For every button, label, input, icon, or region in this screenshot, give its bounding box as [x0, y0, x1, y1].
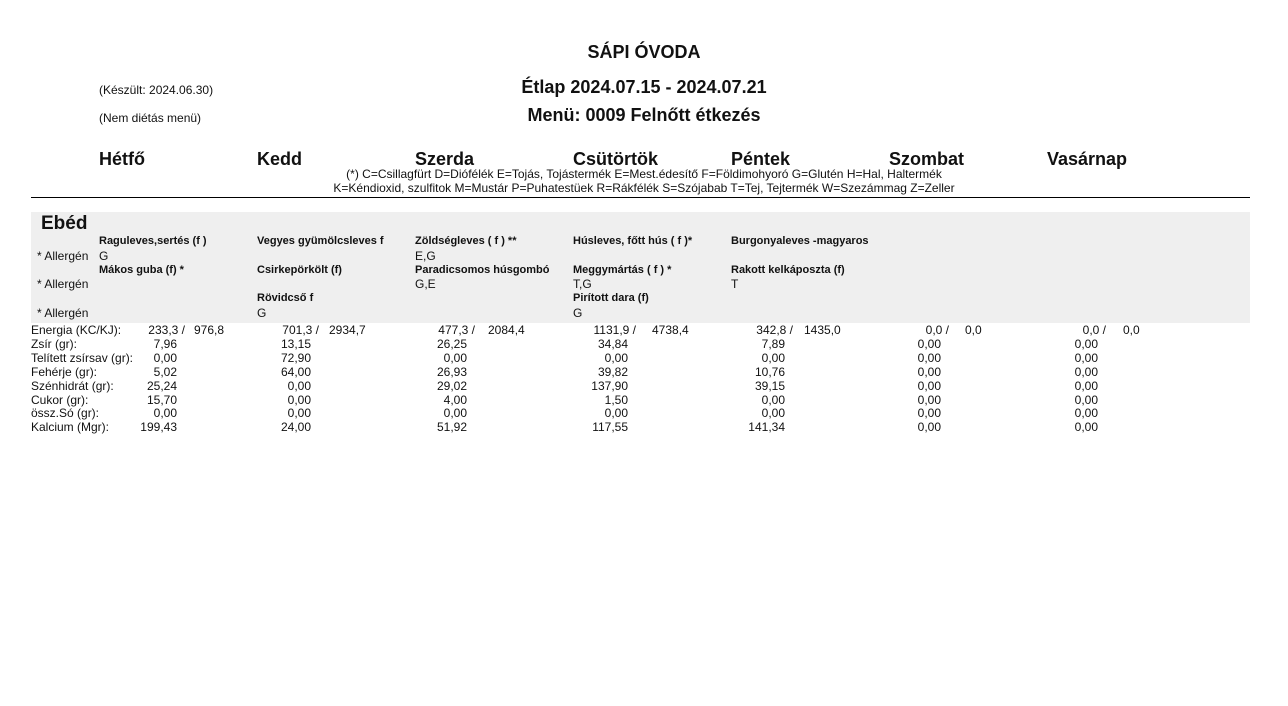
nutrient-value: 0,00 — [153, 350, 177, 365]
allergen-thursday-2: T,G — [573, 277, 592, 291]
nutrient-value: 29,02 — [436, 378, 467, 393]
nutrient-value: 1,50 — [604, 392, 628, 407]
nutrient-value: 0,00 — [917, 378, 941, 393]
made-date: (Készült: 2024.06.30) — [99, 83, 214, 97]
energy-kj-value: 0,0 — [1123, 323, 1140, 337]
dish-monday-2: Mákos guba (f) * — [99, 264, 184, 276]
dish-tuesday-1: Vegyes gyümölcsleves f — [257, 235, 384, 247]
nutrient-value: 64,00 — [280, 364, 311, 379]
allergen-label: * Allergén — [37, 249, 89, 263]
nutrient-value: 0,00 — [1074, 364, 1098, 379]
energy-kj-value: 2934,7 — [329, 323, 366, 337]
nutrient-value: 0,00 — [917, 350, 941, 365]
nutrient-value: 0,00 — [1074, 378, 1098, 393]
allergen-friday-2: T — [731, 277, 739, 291]
day-header-tuesday: Kedd — [257, 149, 302, 169]
nutrient-value: 0,00 — [917, 406, 941, 421]
day-header-sunday: Vasárnap — [1047, 149, 1128, 169]
nutrient-value: 0,00 — [153, 406, 177, 421]
nutrient-value: 39,82 — [597, 364, 628, 379]
nutrient-value: 0,00 — [917, 336, 941, 351]
energy-kj-value: 976,8 — [194, 323, 225, 337]
dish-monday-1: Raguleves,sertés (f ) — [99, 235, 207, 247]
nutrient-value: 39,15 — [754, 378, 785, 393]
dish-thursday-1: Húsleves, főtt hús ( f )* — [573, 235, 693, 247]
diet-note: (Nem diétás menü) — [99, 111, 202, 125]
nutrient-value: 25,24 — [146, 378, 177, 393]
energy-kj-value: 4738,4 — [652, 323, 689, 337]
nutrient-value: 15,70 — [146, 392, 177, 407]
day-header-friday: Péntek — [731, 149, 791, 169]
nutrient-value: 13,15 — [280, 336, 311, 351]
energy-kc-value: 0,0 / — [925, 323, 949, 337]
nutrient-value: 0,00 — [287, 392, 311, 407]
dish-thursday-2: Meggymártás ( f ) * — [573, 264, 672, 276]
nutrient-label: Cukor (gr): — [31, 392, 89, 407]
nutrient-value: 34,84 — [597, 336, 628, 351]
allergen-thursday-3: G — [573, 306, 583, 320]
allergen-wednesday-2: G,E — [415, 277, 436, 291]
nutrient-value: 0,00 — [1074, 420, 1098, 435]
nutrient-value: 0,00 — [761, 406, 785, 421]
dish-friday-1: Burgonyaleves -magyaros — [731, 235, 869, 247]
nutrient-label-energy: Energia (KC/KJ): — [31, 323, 122, 337]
allergen-monday-1: G — [99, 249, 109, 263]
energy-kj-value: 2084,4 — [488, 323, 525, 337]
header-divider — [31, 197, 1250, 198]
nutrient-value: 7,89 — [761, 336, 785, 351]
dish-tuesday-3: Rövidcső f — [257, 292, 314, 304]
nutrient-value: 0,00 — [1074, 336, 1098, 351]
nutrient-value: 0,00 — [917, 420, 941, 435]
energy-kc-value: 701,3 / — [282, 323, 319, 337]
dish-tuesday-2: Csirkepörkölt (f) — [257, 264, 342, 276]
dish-thursday-3: Pirított dara (f) — [573, 292, 649, 304]
menu-period-title: Étlap 2024.07.15 - 2024.07.21 — [521, 77, 767, 97]
nutrient-value: 0,00 — [443, 350, 467, 365]
energy-kc-value: 342,8 / — [756, 323, 793, 337]
nutrient-value: 0,00 — [604, 350, 628, 365]
energy-kc-value: 1131,9 / — [593, 323, 636, 337]
nutrient-value: 5,02 — [153, 364, 177, 379]
nutrient-value: 10,76 — [754, 364, 785, 379]
nutrient-value: 26,25 — [436, 336, 467, 351]
energy-kc-value: 0,0 / — [1082, 323, 1106, 337]
nutrient-value: 24,00 — [280, 420, 311, 435]
nutrient-value: 0,00 — [443, 406, 467, 421]
day-header-thursday: Csütörtök — [573, 149, 658, 169]
nutrient-value: 117,55 — [592, 420, 628, 435]
nutrient-value: 0,00 — [917, 364, 941, 379]
meal-title: Ebéd — [41, 213, 88, 234]
nutrient-value: 4,00 — [443, 392, 467, 407]
nutrient-value: 51,92 — [436, 420, 467, 435]
energy-kj-value: 1435,0 — [804, 323, 841, 337]
nutrient-value: 0,00 — [761, 392, 785, 407]
allergen-legend-line-2: K=Kéndioxid, szulfitok M=Mustár P=Puhatestüek R=Rákfélék S=Szójabab T=Tej, Tejtermék W=Szezámmag Z=Zeller — [333, 181, 955, 195]
day-header-monday: Hétfő — [99, 149, 145, 169]
nutrient-value: 0,00 — [761, 350, 785, 365]
nutrient-value: 0,00 — [1074, 392, 1098, 407]
institution-name: SÁPI ÓVODA — [587, 42, 701, 62]
nutrient-label: Telített zsírsav (gr): — [31, 350, 134, 365]
energy-kc-value: 477,3 / — [438, 323, 475, 337]
day-header-saturday: Szombat — [889, 149, 965, 169]
nutrient-value: 0,00 — [287, 406, 311, 421]
allergen-tuesday-3: G — [257, 306, 267, 320]
nutrient-value: 0,00 — [287, 378, 311, 393]
energy-kj-value: 0,0 — [965, 323, 982, 337]
nutrient-value: 7,96 — [153, 336, 177, 351]
nutrient-label: össz.Só (gr): — [31, 406, 100, 421]
allergen-wednesday-1: E,G — [415, 249, 436, 263]
allergen-legend-line-1: (*) C=Csillagfürt D=Diófélék E=Tojás, Tojástermék E=Mest.édesítő F=Földimohyoró G=Glutén H=Hal, Haltermék — [346, 167, 942, 181]
nutrient-label: Zsír (gr): — [31, 336, 77, 351]
menu-name: Menü: 0009 Felnőtt étkezés — [527, 105, 761, 125]
nutrient-label: Kalcium (Mgr): — [31, 420, 110, 435]
nutrient-value: 199,43 — [140, 420, 177, 435]
day-header-wednesday: Szerda — [415, 149, 475, 169]
nutrient-label: Szénhidrát (gr): — [31, 378, 114, 393]
nutrient-value: 72,90 — [280, 350, 311, 365]
nutrient-label: Fehérje (gr): — [31, 364, 98, 379]
nutrient-value: 0,00 — [1074, 406, 1098, 421]
allergen-label: * Allergén — [37, 306, 89, 320]
nutrient-value: 26,93 — [436, 364, 467, 379]
nutrient-value: 0,00 — [917, 392, 941, 407]
dish-friday-2: Rakott kelkáposzta (f) — [731, 264, 845, 276]
nutrient-value: 0,00 — [1074, 350, 1098, 365]
nutrient-value: 0,00 — [604, 406, 628, 421]
nutrient-value: 137,90 — [591, 378, 628, 393]
nutrient-value: 141,34 — [748, 420, 785, 435]
energy-kc-value: 233,3 / — [148, 323, 185, 337]
allergen-label: * Allergén — [37, 277, 89, 291]
dish-wednesday-1: Zöldségleves ( f ) ** — [415, 235, 517, 247]
dish-wednesday-2: Paradicsomos húsgombó — [415, 264, 550, 276]
